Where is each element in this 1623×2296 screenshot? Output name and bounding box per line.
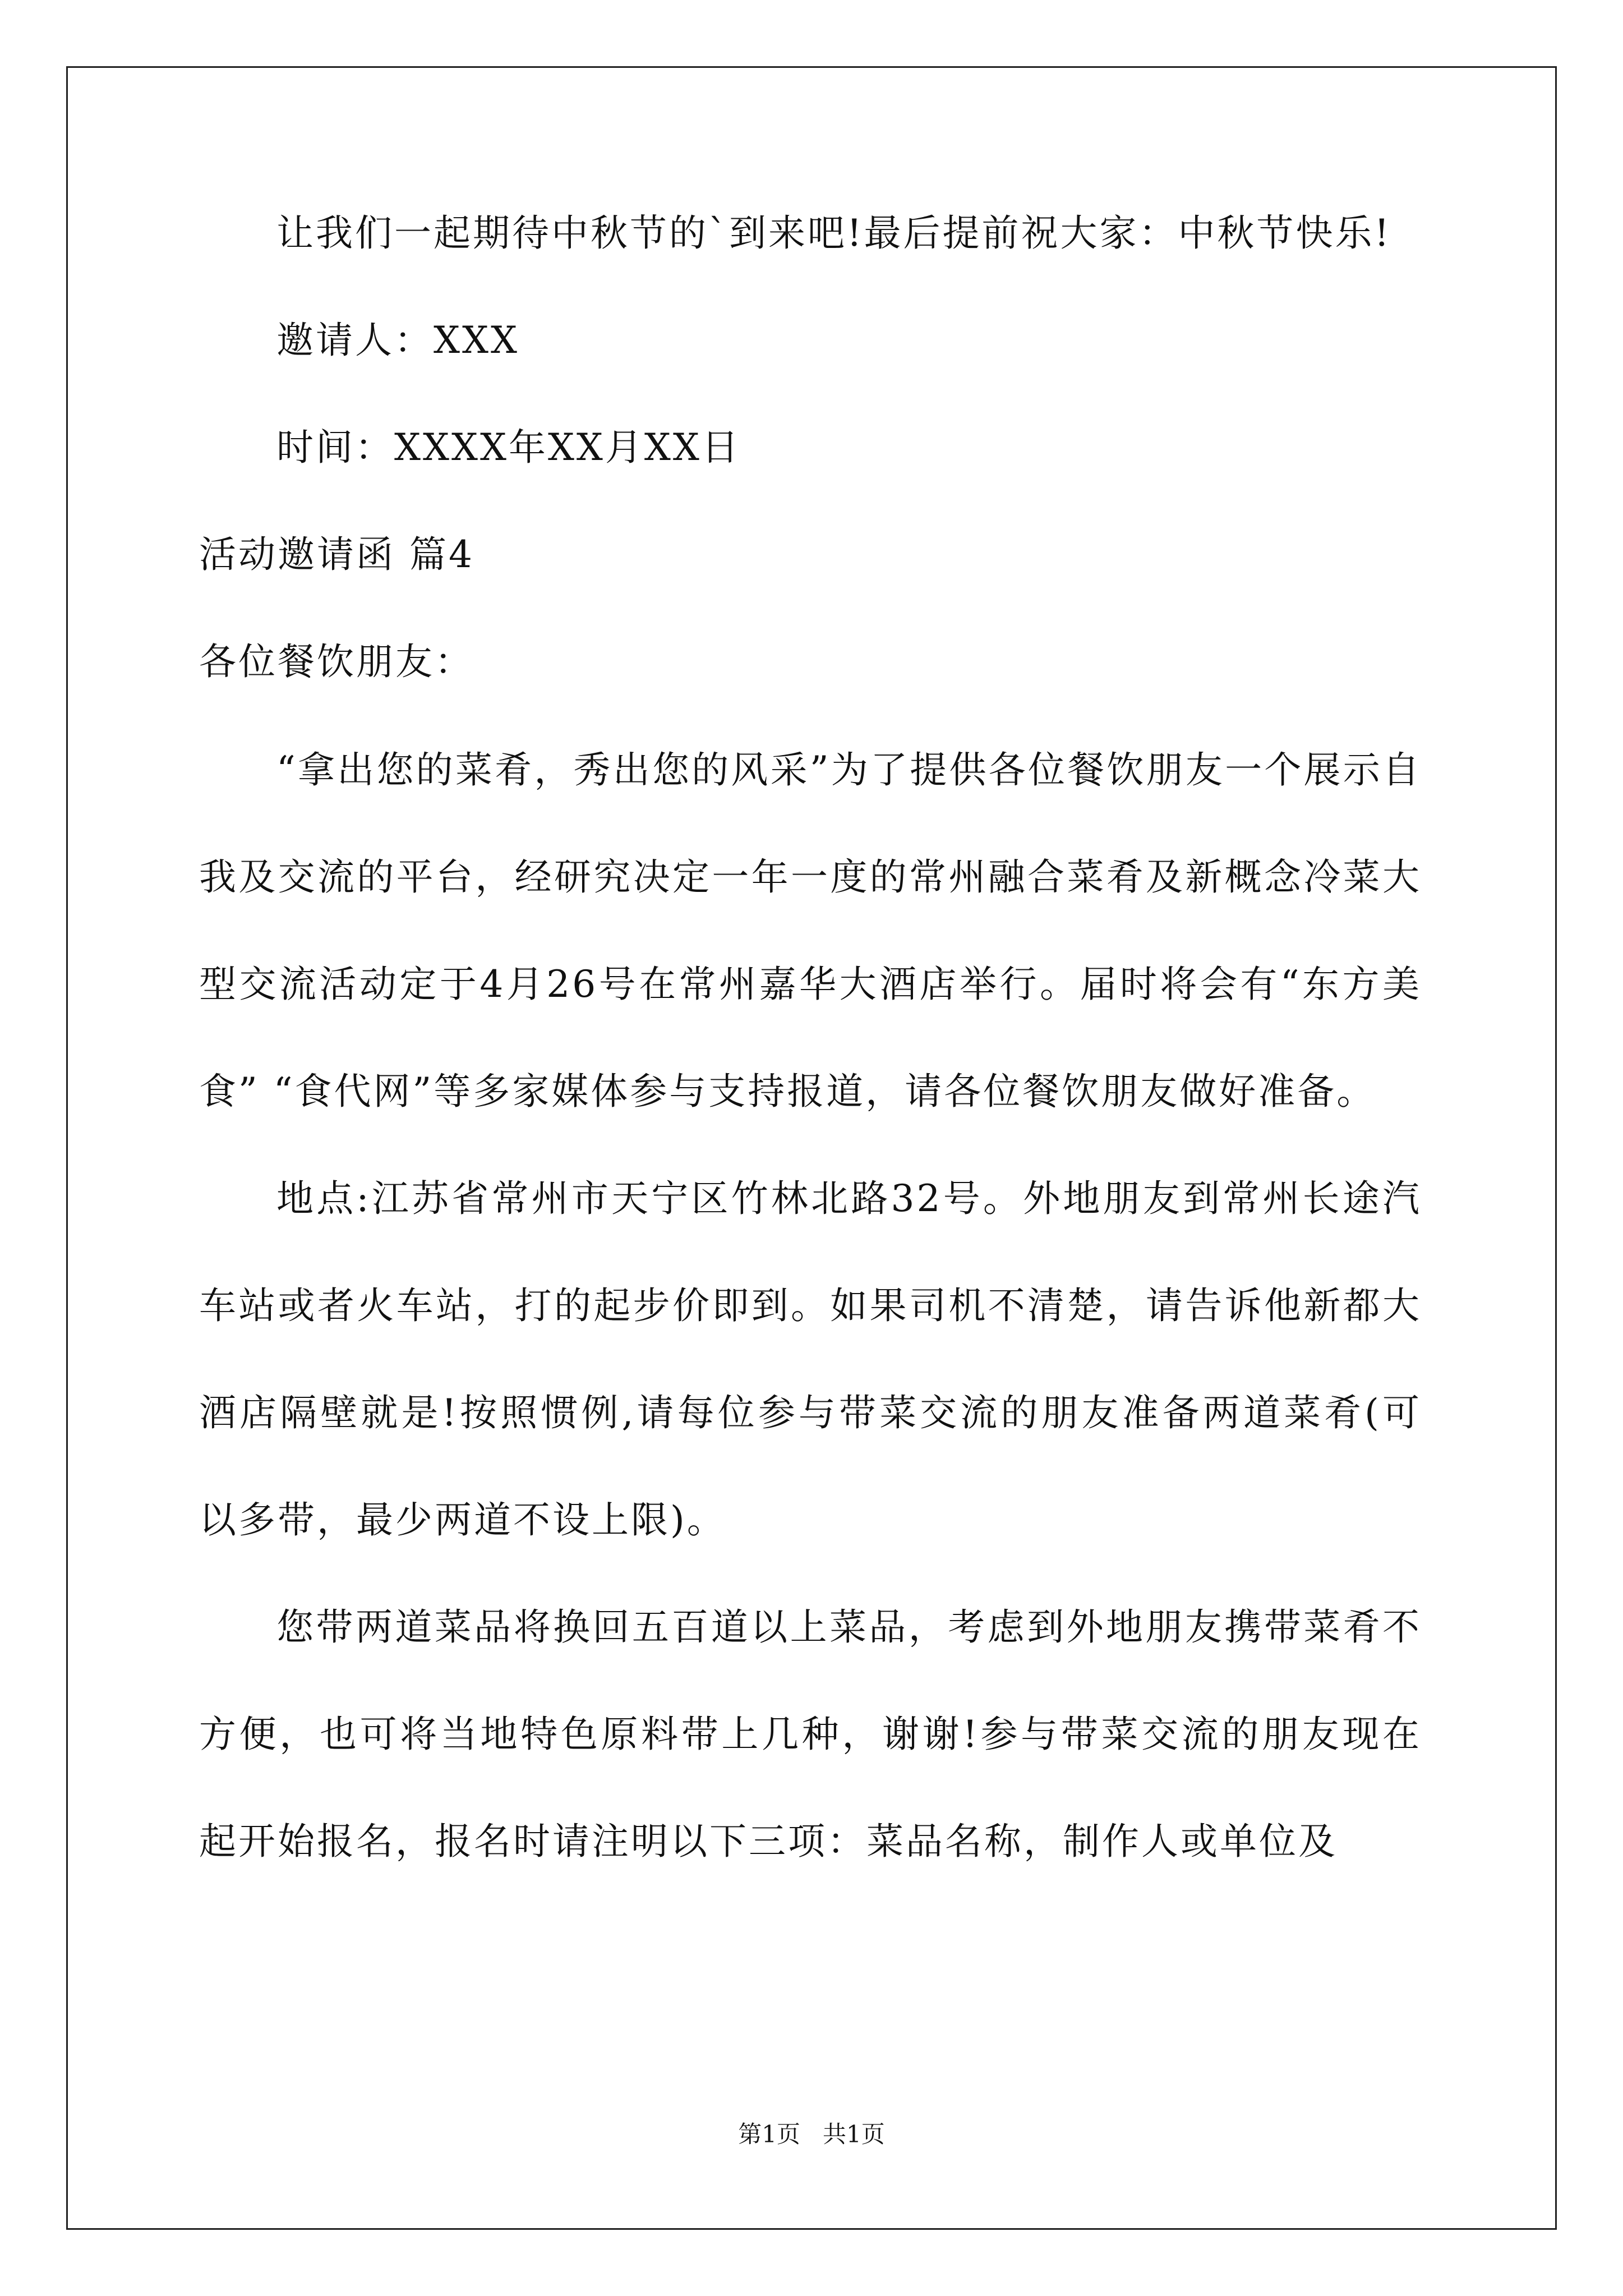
closing-line-date: 时间：XXXX年XX月XX日 [276,426,741,469]
section-title: 活动邀请函 篇4 [199,533,474,576]
closing-line-inviter: 邀请人：XXX [276,319,519,362]
document-body [199,206,1422,1895]
paragraph-registration: 您带两道菜品将换回五百道以上菜品，考虑到外地朋友携带菜肴不方便，也可将当地特色原料带上几种，谢谢!参与带菜交流的朋友现在起开始报名，报名时请注明以下三项：菜品名称，制作人或单位及 [199,1605,1422,1863]
paragraph-intro: “拿出您的菜肴，秀出您的风采”为了提供各位餐饮朋友一个展示自我及交流的平台，经研究决定一年一度的常州融合菜肴及新概念冷菜大型交流活动定于4月26号在常州嘉华大酒店举行。届时将会有“东方美食” “食代网”等多家媒体参与支持报道，请各位餐饮朋友做好准备。 [199,748,1422,1113]
salutation: 各位餐饮朋友： [199,640,474,683]
paragraph-location: 地点:江苏省常州市天宁区竹林北路32号。外地朋友到常州长途汽车站或者火车站，打的起步价即到。如果司机不清楚，请告诉他新都大酒店隔壁就是!按照惯例,请每位参与带菜交流的朋友准备两道菜肴(可以多带，最少两道不设上限)。 [199,1177,1422,1542]
closing-line-wishes: 让我们一起期待中秋节的`到来吧!最后提前祝大家：中秋节快乐! [276,211,1392,255]
page-footer: 第1页 共1页 [738,2120,885,2148]
